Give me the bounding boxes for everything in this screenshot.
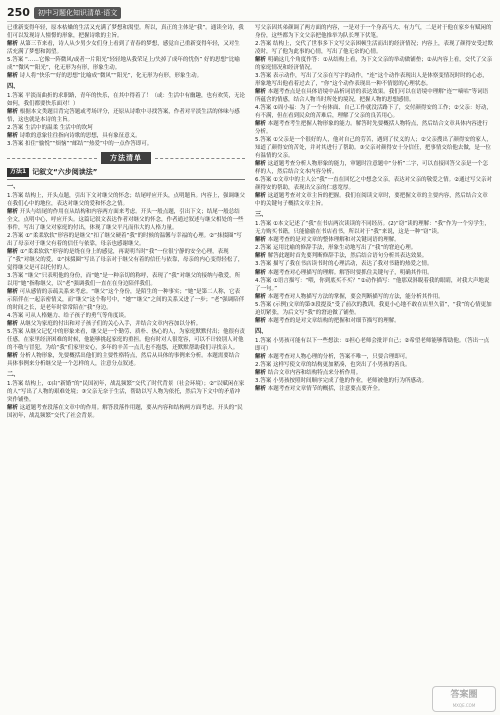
analysis-label: 解析	[255, 369, 267, 376]
page-header	[7, 4, 493, 22]
analysis-label: 解析	[255, 193, 267, 200]
paragraph-text: 4.答案 ①周小福：为了一个有体面、自己工作就没活路下了，交付颜得安的工作；②父亲：好动，有不满，但在看到民众的苦难后，理解了父亲的良苦用心。	[255, 105, 492, 120]
analysis-paragraph	[7, 72, 245, 80]
analysis-label: 解析	[7, 248, 19, 255]
analysis-paragraph	[255, 236, 493, 244]
analysis-label: 解析	[255, 353, 267, 360]
analysis-paragraph	[255, 369, 493, 377]
answer-paragraph	[7, 312, 245, 320]
analysis-paragraph	[7, 288, 245, 312]
paragraph-text: 分析人物形象，先要概括出他们的主要性格特点，然后从具体的事例来分析。本题需要结合具体事例来分析继父是一个怎样的人，注意分点叙述。	[7, 353, 240, 368]
answer-paragraph	[255, 176, 493, 192]
section-heading: 四、	[255, 327, 268, 335]
analysis-paragraph	[7, 132, 245, 140]
paragraph-text: 明确这几个角度作答：①从结构上看，为下文父亲的举动做铺垫；②从内容上看，交代了父亲的家庭情况和经济情况。	[255, 57, 493, 72]
answer-paragraph	[7, 192, 245, 208]
paragraph-text: 开头与结尾的作用在从结构和内容两方面来考虑。开头一般点题，引出下文；结尾一般总结全文，点明中心，呼应开头。这篇记叙文表达作者对继父的怀念，作者通过叙述与继父相处的一些事件，写出了继父对家庭的付出，体现了继父平凡而伟大的人格力量。	[7, 208, 244, 231]
analysis-paragraph	[7, 248, 245, 272]
paragraph-text: 2.答案 ①“柔柔软软”形容的是继父“扣了继父硬着”我“的时候的温馨与幸福的心理。②“抹掇圈”写出了母亲对于继父有着的信任与依靠，母亲也感谢继父。	[7, 232, 242, 247]
analysis-label: 解析	[255, 161, 267, 168]
paragraph-text: 本题考查对人物心理的分析，答案不唯一，只要合理即可。	[267, 353, 411, 360]
answer-paragraph	[255, 104, 493, 120]
paragraph-text: 本题考查对文章情节的概括，注意要点要齐全。	[267, 385, 384, 392]
answer-paragraph	[7, 124, 245, 132]
answer-paragraph	[255, 260, 493, 268]
paragraph-text: 结合文章内容和结构特点来分析作用。	[267, 369, 362, 376]
paragraph-text: 2.答案 生活中的温柔 生活中的坎坷	[7, 125, 93, 132]
analysis-label: 解析	[7, 208, 19, 215]
answer-paragraph	[255, 277, 493, 293]
paragraph-text: 3.答案 “继父”只表明他的身份，而“她”是一种亲切的称呼，表现了“我”对继父的接纳与敬爱，所以用“她”指称继父，以“老”强调我们一直在在身边陪伴我们。	[7, 272, 241, 287]
paragraph-text: 1.答案 平淡而曲折的求职路，青年的快乐，在其中得着了！（或：生活中有幽趣，也有欢笑，无论如何，我们都要快乐面对！）	[7, 93, 245, 108]
answer-paragraph	[255, 337, 493, 353]
watermark-text: 答案圈	[450, 690, 478, 700]
paragraph-text: 5.答案 ①父亲是一个很好的人，他对自己的劳苦，遇到了仗义的人；②父亲搜出了颜得安的家人，知道了颜得安的苦处，并对其进行了帮助。③父亲对颜得安十分信任，把事情交给他去做，是一位有温情的父亲。	[255, 137, 492, 160]
paragraph-text: 从第三节来看，诗人从少男少女们身上看到了青春的梦想，感觉自己重新变得年轻，又对生活充满了梦想和渴望。	[7, 41, 240, 56]
answer-paragraph	[255, 244, 493, 252]
analysis-paragraph	[255, 385, 493, 393]
paragraph-text: 1.答案 结构上，①由“新婚”的“民国初年，战乱频繁”交代了时代背景（社会环境）；②“以赋闲在家的人”写出了人物的艰难处境；③父亲无奈于生活，帮助以写人物为依托，然后为下文中的矛盾冲突作铺垫。	[7, 381, 245, 404]
paragraph-text: 3.答案 扣住“愉悦”“烦恼”“邮结”“热爱”中的一点作答即可。	[7, 141, 153, 148]
analysis-label: 解析	[255, 317, 267, 324]
answer-paragraph	[7, 92, 245, 108]
answer-paragraph	[255, 72, 493, 88]
paragraph-text: 4.答案 ①语言描写：“喂，你到底买不买？”②动作描写：“他那双斜睨着我的眼睛，对我大声地说了一句。”	[255, 277, 490, 292]
left-sec4-list	[7, 92, 245, 148]
answer-paragraph	[7, 140, 245, 148]
paragraph-text: 3.答案 表示动作，写出了父亲在写字的动作，“连”这个动作表现出人是体察变情况时时的心态，形象地写出他看着过去了，“你”这个动作表现出一种不情愿的心理状态。	[255, 73, 488, 88]
left-sec1-list	[7, 192, 245, 368]
analysis-paragraph	[255, 252, 493, 260]
analysis-label: 解析	[255, 57, 267, 64]
paragraph-text: 4.答案 可从人格魅力、给子孩子的勇气等角度谈。	[7, 312, 130, 319]
paragraph-text: 本题考查的是对文章结构的把握和对细节描写的理解。	[267, 317, 400, 324]
section-heading: 四、	[7, 83, 20, 91]
section-heading: 三、	[255, 211, 268, 219]
paragraph-text: 根据本文类题目背完答题或考场评分，还原从诗歌中寻找答案，作者对平淡生活的体味与感悟，这也就是本诗的主旨。	[7, 109, 240, 124]
paragraph-text: 本题考查对心理描写的理解。解答时要抓住关键句子，明确其作用。	[267, 269, 433, 276]
analysis-paragraph	[255, 353, 493, 361]
paragraph-text: 6.答案 ①文章中的主人公“我”一直在回忆之中想念父亲，表达对父亲的敬爱之情。②通过写父亲对颜得安的帮助，表现出父亲的仁慈宽厚。	[255, 177, 493, 192]
analysis-label: 解析	[7, 321, 19, 327]
answer-paragraph	[7, 232, 245, 248]
analysis-label: 解析	[7, 73, 19, 80]
analysis-label: 解析	[255, 89, 267, 96]
paragraph-text: 2.答案 运用比喻的修辞手法，形象生动地写出了“我”的窘迫心理。	[255, 245, 417, 252]
answer-paragraph	[7, 380, 245, 404]
left-top-list	[7, 24, 245, 80]
answer-paragraph	[7, 328, 245, 352]
book-title: 初中习题化知识清单·语文	[34, 7, 121, 19]
right-column	[255, 24, 493, 709]
paragraph-text: 可从感情的亲疏关系来考虑。“继父”这个身份，是陌生的一种事实；“她”是第二人称，它表示陪伴在一起亲密情义，而“继父”这个称号中，“她”“继父”之间的关系又进了一步；“老”强调陪伴的时间之长，是老年时常常陪在“我”身边。	[7, 288, 245, 311]
columns	[7, 24, 493, 709]
paragraph-text: 2.答案 结构上，交代了世事多下文写父亲困顿生活而出的经济情况；内容上，表现了颜得安受过欺凌时，写了他为此事的心情，写出了他无奈的心情。	[255, 41, 493, 56]
paragraph-text: 这道题考查段落在文章中的作用。解答段落作用题，要从内容和结构两方面考虑。开头的“民国初年，战乱频繁”交代了社会背景。	[7, 405, 243, 420]
paragraph-text: 5.答案 从继父记忆中的形象来看，继父是一个勤劳、质朴、热心的人，为家庭默默付出；他很有责任感，在家里经济困难的时候，他能够挑起家庭的重担。他有时对人很宽容，可以不计较别人对他的不敬与冒犯，为给“我”们家里安心，多年的辛苦一点儿也不抱怨，还默默帮助我们寻找亲人。	[7, 329, 245, 352]
right-sec3-list	[255, 220, 493, 324]
paragraph-text: 1.答案 ①本文记述了“我”在书店两次读读的不同经历。(2)“窃”读的理解：“我”作为一个穷学生，无力购买书籍，只能偷偷在书店看书，所以对于“我”来说，这是一种“窃”读。	[255, 221, 490, 236]
answer-paragraph	[255, 361, 493, 369]
method-tag: 方法1	[7, 168, 29, 177]
analysis-label: 解析	[255, 121, 267, 128]
paragraph-text: 本题考查考生把握人物形象的能力。解答时先要概括人物特点，然后结合文章具体内容进行分析。	[255, 121, 488, 136]
analysis-label: 解析	[255, 293, 267, 300]
paragraph-text: 5.答案 (示例)文章的第③段提及“受了前次的教训，我更小心地不敢在店里久留”，“我”的心情更加迫切紧张，为后文写“我”的窘迫做了铺垫。	[255, 301, 492, 316]
analysis-label: 解析	[7, 353, 19, 360]
answer-paragraph	[255, 377, 493, 385]
analysis-paragraph	[7, 352, 245, 368]
analysis-label: 解析	[255, 385, 267, 392]
paragraph-text: 2.答案 这样写使文章的结构更加紧凑，也突出了小男孩的善良。	[255, 361, 411, 368]
analysis-paragraph	[7, 208, 245, 232]
analysis-paragraph	[7, 404, 245, 420]
method-title: 记叙文“六步阅读法”	[32, 168, 98, 177]
right-top-list	[255, 24, 493, 208]
answer-paragraph	[255, 136, 493, 160]
analysis-label: 解析	[255, 269, 267, 276]
paragraph-text: 诗歌的意象往往指向诗歌的思想，具有象征意义。	[19, 133, 141, 140]
paragraph-text: ①“柔柔软软”形容的是绕在身上的感觉，再说明当时“我”一位很宁静的安全心理，表现了“我”对继父的爱。②“抹掇圈”写出了母亲对于继父有着的信任与依靠，母亲的内心变得轻松了，觉得继父是可以托付的人。	[7, 248, 244, 271]
watermark-logo	[432, 686, 496, 712]
method-heading	[7, 167, 245, 179]
analysis-paragraph	[255, 56, 493, 72]
watermark-site: MXQE.COM	[452, 703, 476, 708]
analysis-paragraph	[7, 40, 245, 56]
paragraph-text: 从继父为家庭的付出和对子孩子们的关心入手，并结合文章内容加以分析。	[19, 321, 202, 327]
analysis-paragraph	[7, 320, 245, 328]
paragraph-text: 写父亲因其弟颜调了两方面的内容，一是对于一个身高马大、有力气，二是对于他在家乡有赋闲的身份，这些都为下文父亲把他推举为队长埋下伏笔。	[255, 25, 492, 40]
analysis-paragraph	[255, 293, 493, 301]
paragraph-text: 解答此题时首先要判断修辞手法，然后结合语句分析其表达效果。	[267, 253, 428, 260]
analysis-label: 解析	[255, 237, 267, 244]
paragraph-text: 已重新变得年轻，原本枯燥的生活又充满了梦想和渴望。所以，真正的主体是“我”。通读全诗，我们可以发现诗人憧憬的形象，把握诗歌的主旨。	[7, 25, 244, 40]
analysis-label: 解析	[255, 253, 267, 260]
analysis-paragraph	[255, 269, 493, 277]
analysis-label: 解析	[7, 133, 19, 140]
paragraph-text: 1.答案 结构上，开头点题，引出下文对继父的怀念；结尾呼应开头，点明题旨。内容上，强调继父在我们心中的地位，表达对继父的爱和怀念之情。	[7, 192, 245, 207]
analysis-paragraph	[255, 192, 493, 208]
answer-paragraph	[255, 40, 493, 56]
paragraph-text: 本题考查的是对文章的整体理解和对关键词语的理解。	[267, 237, 400, 244]
analysis-label: 解析	[7, 288, 19, 295]
analysis-paragraph	[255, 317, 493, 325]
paragraph-text: 这道题考查分析人物形象的能力，审题时注意题中“分析”二字，可以直接回答父亲是一个怎样的人，然后结合文本内容分析。	[255, 161, 488, 176]
analysis-paragraph	[255, 160, 493, 176]
answer-paragraph	[255, 24, 493, 40]
analysis-label: 解析	[7, 109, 19, 116]
section-heading: 一、	[7, 182, 20, 190]
paragraph-text: 3.答案 小男孩按照时间顺序完成了他的作业，老师被他的行为所感动。	[255, 377, 427, 384]
method-list-banner	[7, 152, 245, 164]
paragraph-text: 本题考查对人物描写方法的掌握，要会判断描写的方法，能分析其作用。	[267, 293, 444, 300]
analysis-paragraph	[7, 108, 245, 124]
analysis-paragraph	[255, 120, 493, 136]
analysis-label: 解析	[7, 41, 19, 48]
paragraph-text: 1.答案 小男孩可能有以下一些想法：①担心老师会批评自己；②希望老师能够帮助他。（答出一点即可）	[255, 337, 490, 352]
left-column	[7, 24, 245, 709]
section-heading: 二、	[7, 371, 20, 379]
answer-paragraph	[7, 272, 245, 288]
answer-paragraph	[7, 24, 245, 40]
paragraph-text: 本题考查点是在具体语境中品析词语的表达效果。我们可以在语境中理解“连”“嘀咕”等词语所蕴含的情感，结合人物当时所处的境况，把握人物的思想感情。	[255, 89, 489, 104]
analysis-paragraph	[255, 88, 493, 104]
analysis-label: 解析	[7, 405, 19, 412]
answer-paragraph	[255, 301, 493, 317]
left-sec2-list	[7, 380, 245, 420]
paragraph-text: 5.答案 “……它像一阵微风/或者一片阳光”轻轻地从我荣足上/失掉了成年的忧伤” 好的思想“比喻成”“微风”“阳光”，化无形为有形，形象生动。	[7, 57, 240, 72]
answer-paragraph	[255, 220, 493, 236]
banner-label: 方法清单	[101, 152, 151, 164]
paragraph-text: 这道题考查对文章主旨的把握。我们在阅读文章时，要把握文章的主要内容，然后结合文章中的关键句子概括文章主旨。	[255, 193, 488, 208]
right-sec4-list	[255, 337, 493, 393]
paragraph-text: 诗人将“快乐”“好的思想”比喻成“微风”“阳光”，化无形为有形，形象生动。	[19, 73, 203, 80]
paragraph-text: 3.答案 描写了我在书店读书时的心理活动，表达了我对书籍的热爱之情。	[255, 261, 433, 268]
page-number: 250	[7, 6, 30, 19]
answer-paragraph	[7, 56, 245, 72]
